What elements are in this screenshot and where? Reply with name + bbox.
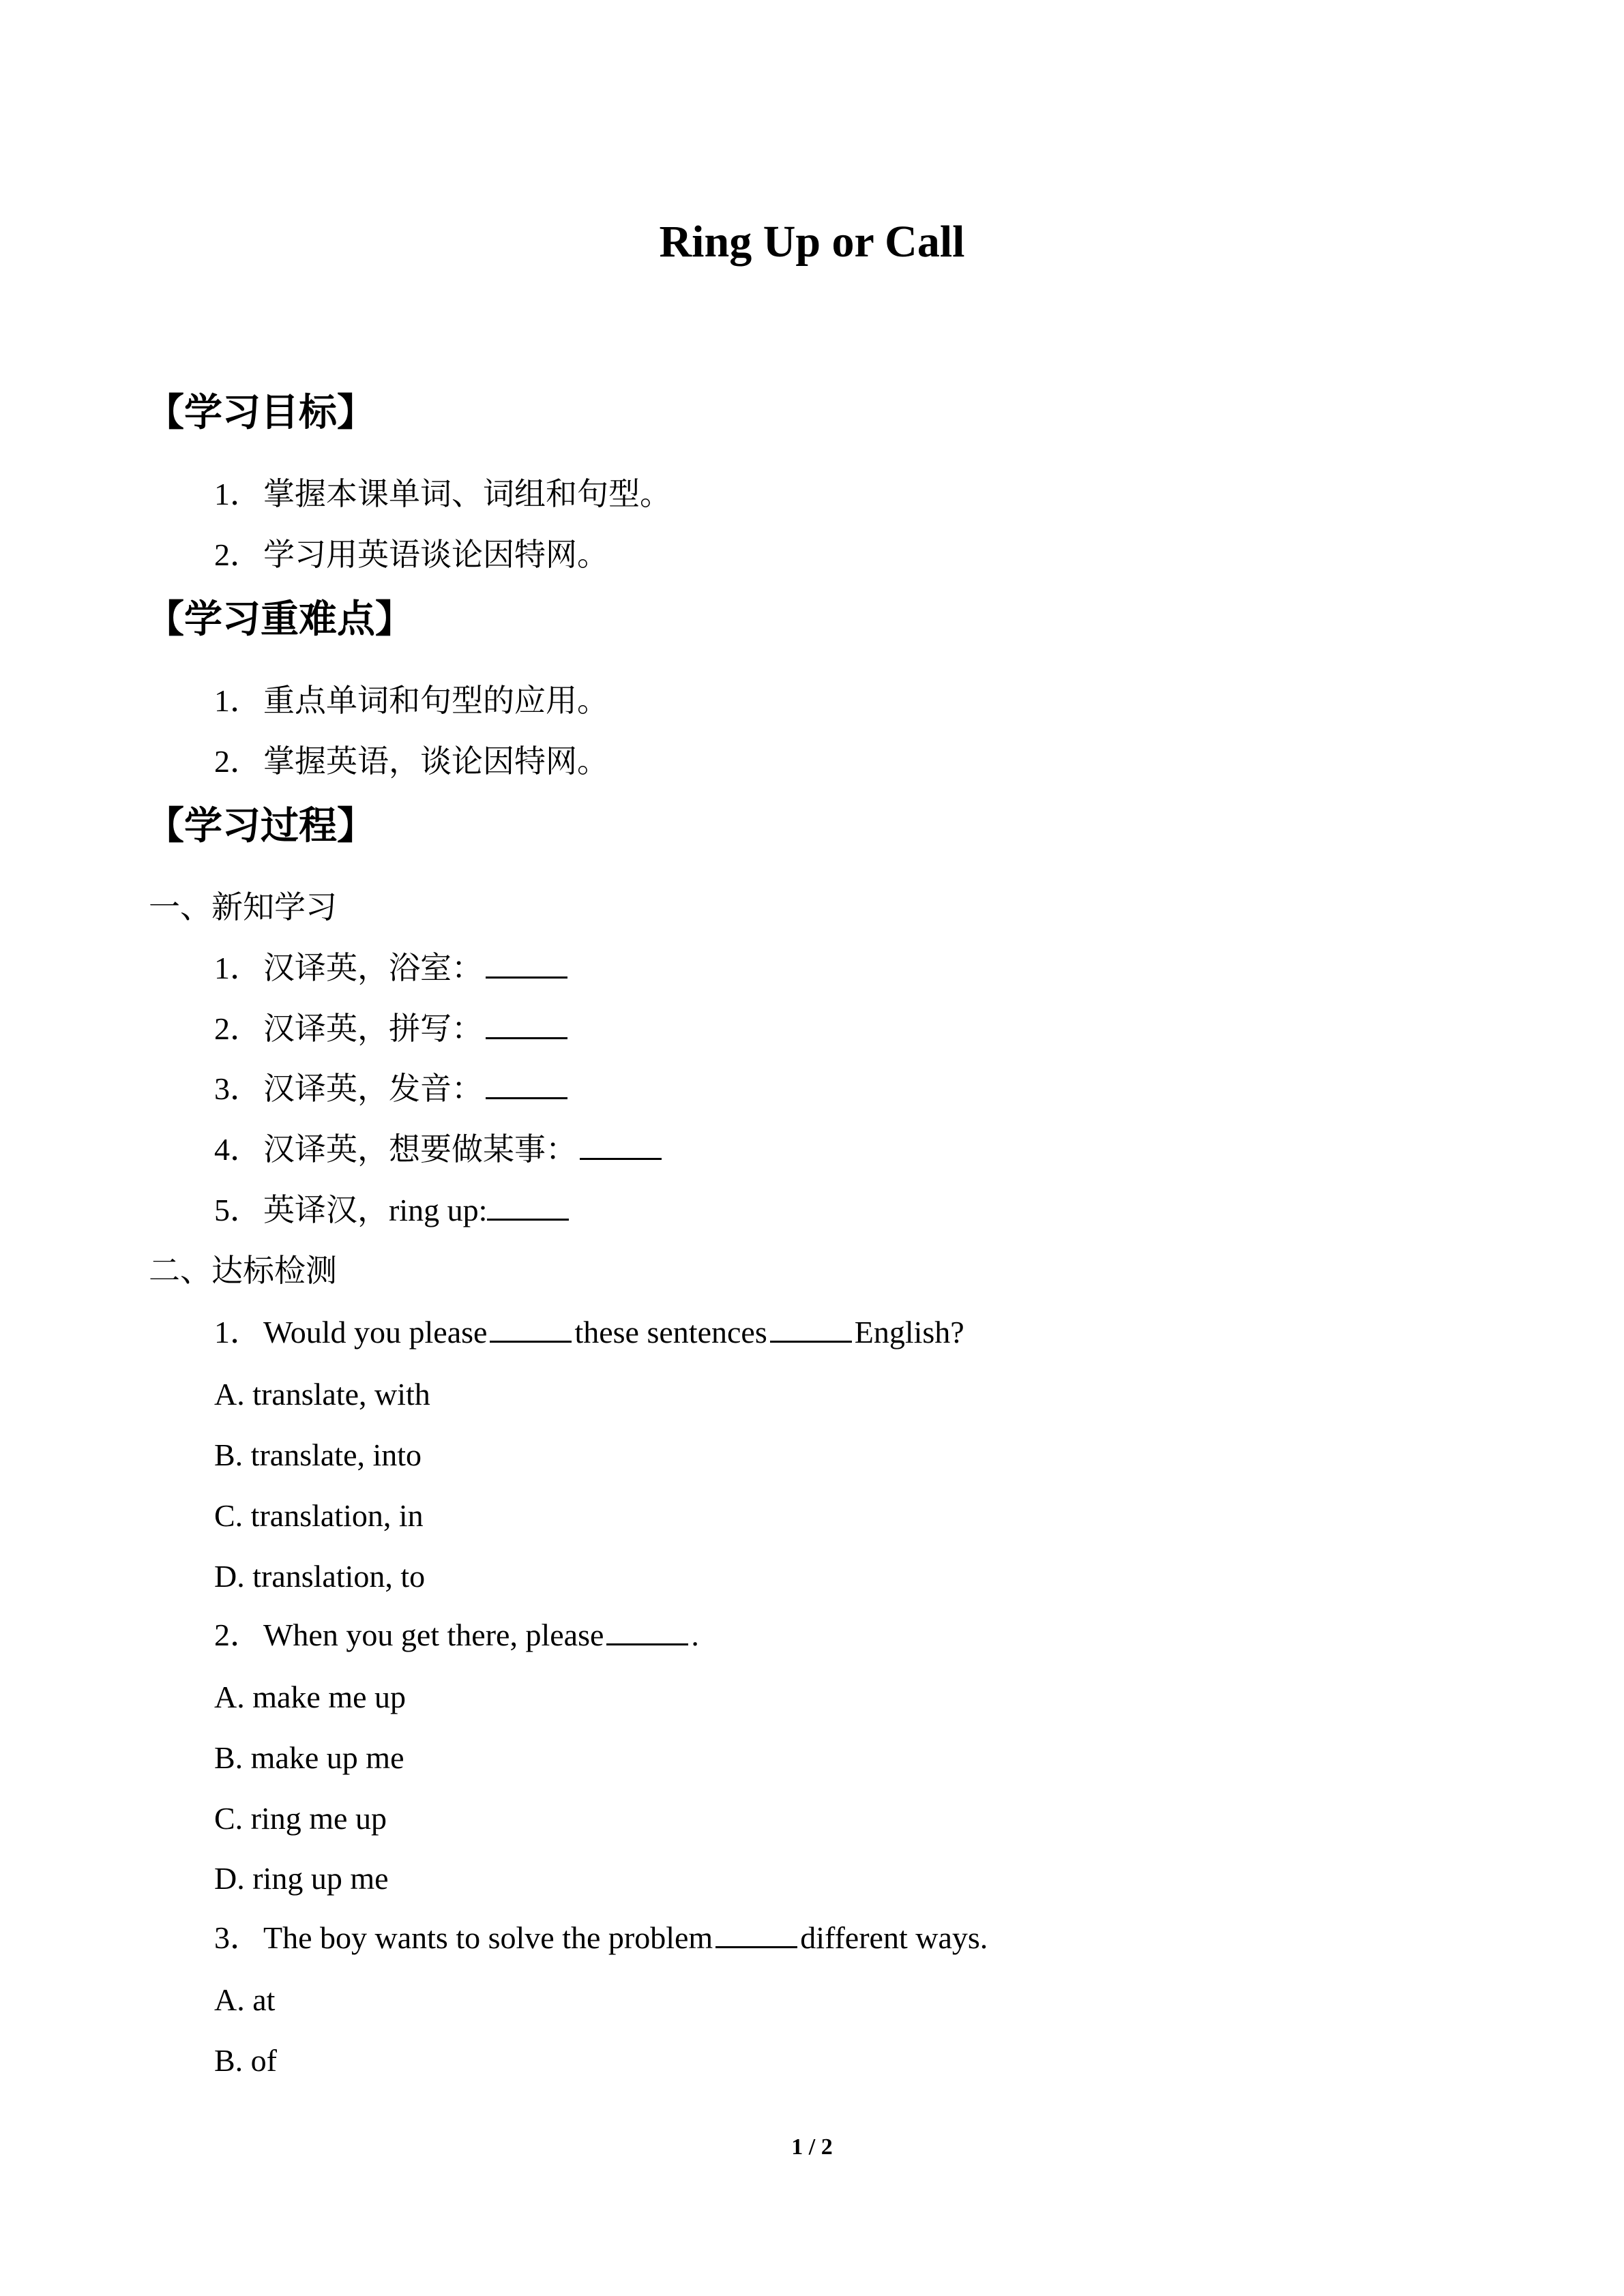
answer-blank: [487, 1218, 569, 1221]
stem-text: When you get there, please: [263, 1617, 604, 1652]
document-title: Ring Up or Call: [659, 217, 965, 267]
answer-blank: [486, 1097, 567, 1099]
item-number: 1．: [214, 477, 261, 511]
fill-in-item: [214, 1073, 570, 1105]
question-number: 2．: [214, 1617, 261, 1652]
item-number: 1．: [214, 951, 261, 985]
answer-blank: [486, 1037, 567, 1039]
fill-in-item: [214, 1134, 664, 1165]
answer-blank: [715, 1945, 797, 1948]
page-indicator: 1 / 2: [791, 2134, 833, 2160]
question-stem: [214, 1922, 988, 1954]
list-item: [214, 685, 608, 717]
option-a: A. make me up: [214, 1680, 407, 1714]
item-number: 5．: [214, 1193, 261, 1227]
item-text: 汉译英，发音：: [263, 1071, 483, 1106]
fill-in-item: [214, 1195, 572, 1226]
fill-in-item: [214, 953, 570, 984]
question-number: 3．: [214, 1920, 261, 1955]
list-item: [214, 539, 608, 571]
item-text: 重点单词和句型的应用。: [263, 683, 608, 718]
subsection-heading-new-knowledge: 一、新知学习: [149, 890, 337, 925]
option-d: D. ring up me: [214, 1861, 389, 1896]
section-heading-key-points: 【学习重难点】: [146, 597, 413, 642]
list-item: [214, 746, 608, 777]
option-a: A. at: [214, 1982, 276, 2017]
option-c: C. ring me up: [214, 1801, 387, 1836]
stem-text: these sentences: [574, 1315, 767, 1350]
subsection-heading-assessment: 二、达标检测: [149, 1253, 337, 1288]
section-heading-goals: 【学习目标】: [146, 391, 375, 435]
item-number: 3．: [214, 1071, 261, 1106]
answer-blank: [486, 976, 567, 979]
answer-blank: [606, 1643, 688, 1645]
stem-text: English?: [854, 1315, 964, 1350]
option-a: A. translate, with: [214, 1377, 430, 1412]
item-number: 4．: [214, 1132, 261, 1167]
option-b: B. make up me: [214, 1740, 404, 1775]
answer-blank: [770, 1340, 852, 1343]
question-number: 1．: [214, 1315, 261, 1350]
fill-in-item: [214, 1013, 570, 1045]
item-text: 汉译英，浴室：: [263, 951, 483, 985]
section-heading-process: 【学习过程】: [146, 804, 375, 848]
option-c: C. translation, in: [214, 1498, 424, 1533]
item-text: 掌握英语，谈论因特网。: [263, 744, 608, 779]
option-d: D. translation, to: [214, 1559, 426, 1594]
item-number: 2．: [214, 1011, 261, 1046]
item-number: 1．: [214, 683, 261, 718]
item-text: 汉译英，拼写：: [263, 1011, 483, 1046]
item-text: 掌握本课单词、词组和句型。: [263, 477, 671, 511]
list-item: [214, 479, 671, 510]
stem-text: The boy wants to solve the problem: [263, 1920, 713, 1955]
option-b: B. translate, into: [214, 1437, 422, 1472]
item-number: 2．: [214, 537, 261, 572]
question-stem: [214, 1317, 964, 1348]
answer-blank: [490, 1340, 572, 1343]
answer-blank: [580, 1157, 662, 1160]
item-text: 学习用英语谈论因特网。: [263, 537, 608, 572]
item-text: 汉译英，想要做某事：: [263, 1132, 577, 1167]
stem-text: Would you please: [263, 1315, 488, 1350]
item-text: 英译汉，ring up:: [263, 1193, 488, 1227]
item-number: 2．: [214, 744, 261, 779]
stem-text: different ways.: [800, 1920, 988, 1955]
option-b: B. of: [214, 2043, 277, 2078]
stem-text: .: [691, 1617, 699, 1652]
question-stem: [214, 1617, 699, 1652]
